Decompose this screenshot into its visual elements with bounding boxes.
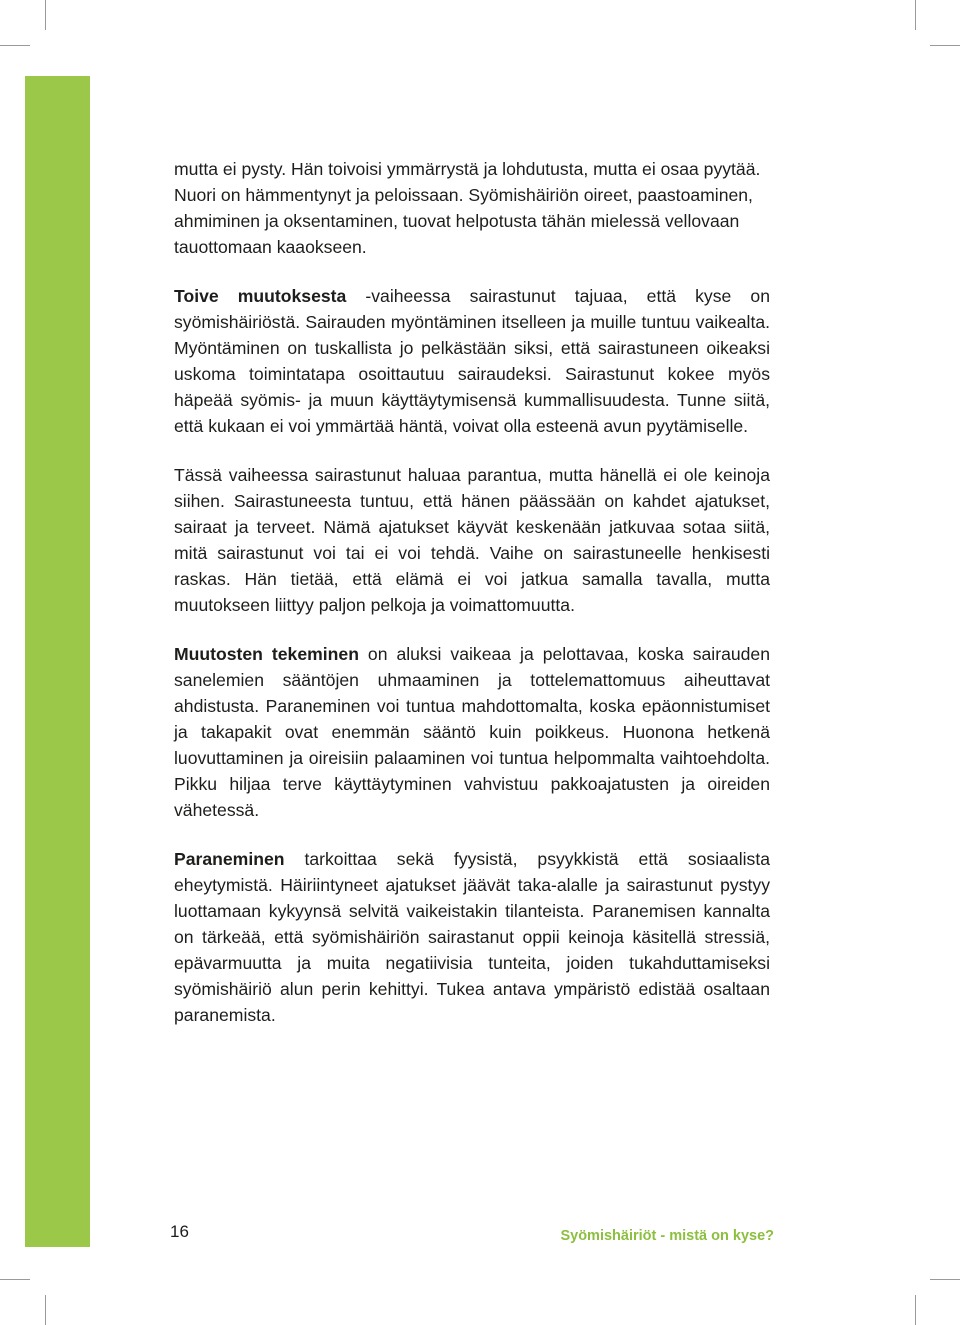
- paragraph-keyword: Muutosten tekeminen: [174, 644, 359, 664]
- crop-mark: [915, 1295, 916, 1325]
- crop-mark: [45, 1295, 46, 1325]
- page-number: 16: [170, 1222, 189, 1241]
- paragraph-keyword: Toive muutoksesta: [174, 286, 347, 306]
- paragraph-keyword: Paraneminen: [174, 849, 285, 869]
- paragraph: [174, 846, 770, 1028]
- body-text: [174, 156, 770, 1051]
- footer-title: Syömishäiriöt - mistä on kyse?: [560, 1228, 774, 1244]
- paragraph-text: -vaiheessa sairastunut tajuaa, että kyse on syömishäiriöstä. Sairauden myöntäminen itselleen ja muille tuntuu vaikealta. Myöntäminen on tuskallista jo pelkästään siksi, että sairastuneen oikeaksi uskoma toimintatapa osoittautuu sairaudeksi. Sairastunut kokee myös häpeää syömis- ja muun käyttäytymisensä kummallisuudesta. Tunne siitä, että kukaan ei voi ymmärtää häntä, voivat olla esteenä avun pyytämiselle.: [174, 286, 770, 436]
- crop-mark: [45, 0, 46, 30]
- green-sidebar: [25, 76, 90, 1247]
- crop-mark: [930, 1279, 960, 1280]
- crop-mark: [0, 1279, 30, 1280]
- crop-mark: [930, 45, 960, 46]
- paragraph-text: mutta ei pysty. Hän toivoisi ymmärrystä ja lohdutusta, mutta ei osaa pyytää. Nuori on hämmentynyt ja peloissaan. Syömishäiriön oireet, paastoaminen, ahmiminen ja oksentaminen, tuovat helpotusta tähän mielessä vellovaan tauottomaan kaaokseen.: [174, 159, 761, 257]
- paragraph: [174, 156, 770, 260]
- crop-mark: [915, 0, 916, 30]
- paragraph-text: on aluksi vaikeaa ja pelottavaa, koska sairauden sanelemien sääntöjen uhmaaminen ja tottelemattomuus aiheuttavat ahdistusta. Paraneminen voi tuntua mahdottomalta, koska epäonnistumiset ja takapakit ovat enemmän sääntö kuin poikkeus. Huonona hetkenä luovuttaminen ja oireisiin palaaminen voi tuntua helpommalta vaihtoehdolta. Pikku hiljaa terve käyttäytyminen vahvistuu pakkoajatusten ja oireiden vähetessä.: [174, 644, 770, 820]
- crop-mark: [0, 45, 30, 46]
- paragraph: [174, 641, 770, 823]
- paragraph: [174, 283, 770, 439]
- paragraph-text: Tässä vaiheessa sairastunut haluaa parantua, mutta hänellä ei ole keinoja siihen. Sairastuneesta tuntuu, että hänen päässään on kahdet ajatukset, sairaat ja terveet. Nämä ajatukset käyvät keskenään jatkuvaa sotaa siitä, mitä sairastunut voi tai ei voi tehdä. Vaihe on sairastuneelle henkisesti raskas. Hän tietää, että elämä ei voi jatkua samalla tavalla, mutta muutokseen liittyy paljon pelkoja ja voimattomuutta.: [174, 465, 770, 615]
- paragraph: [174, 462, 770, 618]
- paragraph-text: tarkoittaa sekä fyysistä, psyykkistä että sosiaalista eheytymistä. Häiriintyneet ajatukset jäävät taka-alalle ja sairastunut pystyy luottamaan kykyynsä selvitä vaikeistakin tilanteista. Paranemisen kannalta on tärkeää, että syömishäiriön sairastanut oppii keinoja käsitellä stressiä, epävarmuutta ja muita negatiivisia tunteita, joiden tukahduttamiseksi syömishäiriö alun perin kehittyi. Tukea antava ympäristö edistää osaltaan paranemista.: [174, 849, 770, 1025]
